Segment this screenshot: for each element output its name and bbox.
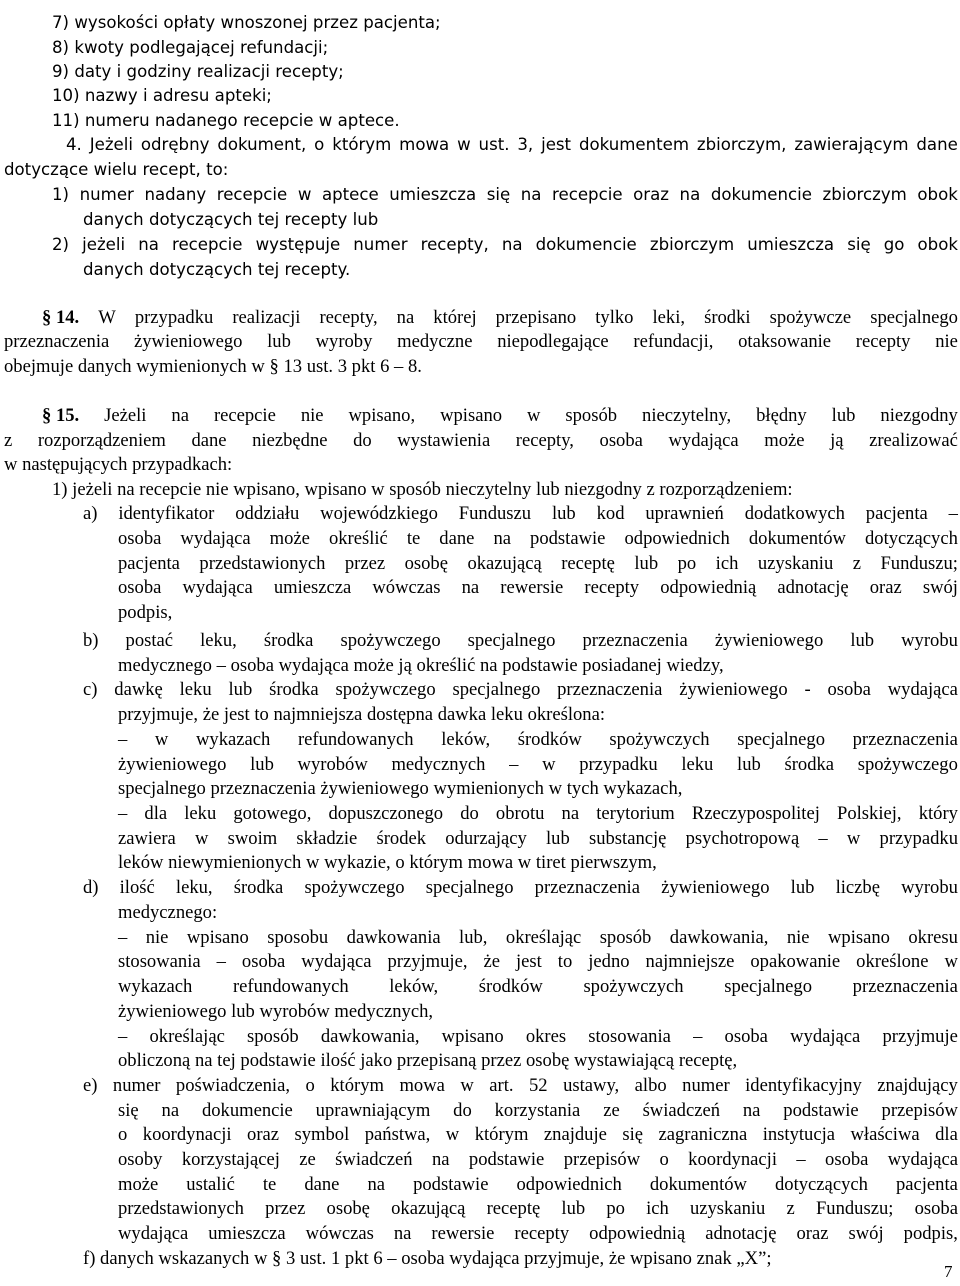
- text-line: z rozporządzeniem dane niezbędne do wystawienia recepty, osoba wydająca może ją zrealizować: [4, 430, 958, 451]
- text-line: e) numer poświadczenia, o którym mowa w art. 52 ustawy, albo numer identyfikacyjny znajdujący: [83, 1075, 958, 1096]
- text-line: f) danych wskazanych w § 3 ust. 1 pkt 6 – osoba wydająca przyjmuje, że wpisano znak „X”;: [83, 1248, 772, 1269]
- text-line: leków niewymienionych w wykazie, o którym mowa w tiret pierwszym,: [118, 852, 657, 873]
- text-line: podpis,: [118, 602, 173, 623]
- text-line: osoby korzystającej ze świadczeń na podstawie przepisów o koordynacji – osoba wydająca: [118, 1149, 958, 1170]
- text-line: przeznaczenia żywieniowego lub wyroby medyczne niepodlegające refundacji, otaksowanie recepty nie: [4, 331, 958, 352]
- text-line: obliczoną na tej podstawie ilość jako przepisaną przez osobę wystawiającą receptę,: [118, 1050, 738, 1071]
- text-line: danych dotyczących tej recepty.: [83, 260, 351, 279]
- text-line: 10) nazwy i adresu apteki;: [52, 86, 272, 105]
- text-line: § 15. Jeżeli na recepcie nie wpisano, wpisano w sposób nieczytelny, błędny lub niezgodny: [42, 405, 958, 426]
- text-line: może ustalić te dane na podstawie odpowiednich dokumentów dotyczących pacjenta: [118, 1174, 958, 1195]
- text-line: danych dotyczących tej recepty lub: [83, 210, 379, 229]
- text-line: d) ilość leku, środka spożywczego specjalnego przeznaczenia żywieniowego lub liczbę wyrobu: [83, 877, 958, 898]
- text-line: w następujących przypadkach:: [4, 454, 233, 475]
- text-line: c) dawkę leku lub środka spożywczego specjalnego przeznaczenia żywieniowego - osoba wydająca: [83, 679, 958, 700]
- text-line: – dla leku gotowego, dopuszczonego do obrotu na terytorium Rzeczypospolitej Polskiej, który: [118, 803, 958, 824]
- text-line: medycznego – osoba wydająca może ją określić na podstawie posiadanej wiedzy,: [118, 655, 724, 676]
- text-line: 1) numer nadany recepcie w aptece umieszcza się na recepcie oraz na dokumencie zbiorczym obok: [52, 185, 958, 204]
- text-line: przedstawionych przez osobę okazującą receptę lub po ich uzyskaniu z Funduszu; osoba: [118, 1198, 958, 1219]
- text-line: 2) jeżeli na recepcie występuje numer recepty, na dokumencie zbiorczym umieszcza się go obok: [52, 235, 958, 254]
- text-line: wykazach refundowanych leków, środków spożywczych specjalnego przeznaczenia: [118, 976, 958, 997]
- text-line: obejmuje danych wymienionych w § 13 ust. 3 pkt 6 – 8.: [4, 356, 422, 377]
- text-line: osoba wydająca umieszcza wówczas na rewersie recepty odpowiednią adnotację oraz swój: [118, 577, 958, 598]
- text-line: 8) kwoty podlegającej refundacji;: [52, 38, 329, 57]
- page-number: 7: [944, 1262, 953, 1281]
- text-line: 9) daty i godziny realizacji recepty;: [52, 62, 344, 81]
- text-line: stosowania – osoba wydająca przyjmuje, że jest to jedno najmniejsze opakowanie określone w: [118, 951, 958, 972]
- text-line: dotyczące wielu recept, to:: [4, 160, 229, 179]
- text-line: wydająca umieszcza wówczas na rewersie recepty odpowiednią adnotację oraz swój podpis,: [118, 1223, 958, 1244]
- text-line: się na dokumencie uprawniającym do korzystania ze świadczeń na podstawie przepisów: [118, 1100, 958, 1121]
- text-line: medycznego:: [118, 902, 218, 923]
- text-line: przyjmuje, że jest to najmniejsza dostępna dawka leku określona:: [118, 704, 606, 725]
- text-line: 4. Jeżeli odrębny dokument, o którym mowa w ust. 3, jest dokumentem zbiorczym, zawierającym dane: [66, 135, 958, 154]
- text-line: specjalnego przeznaczenia żywieniowego wymienionych w tych wykazach,: [118, 778, 683, 799]
- text-line: żywieniowego lub wyrobów medycznych – w przypadku leku lub środka spożywczego: [118, 754, 958, 775]
- text-line: b) postać leku, środka spożywczego specjalnego przeznaczenia żywieniowego lub wyrobu: [83, 630, 958, 651]
- text-line: 11) numeru nadanego recepcie w aptece.: [52, 111, 400, 130]
- text-line: pacjenta przedstawionych przez osobę okazującą receptę lub po ich uzyskaniu z Funduszu;: [118, 553, 958, 574]
- text-line: – w wykazach refundowanych leków, środków spożywczych specjalnego przeznaczenia: [118, 729, 958, 750]
- text-line: osoba wydająca może określić te dane na podstawie odpowiednich dokumentów dotyczących: [118, 528, 958, 549]
- text-line: – określając sposób dawkowania, wpisano okres stosowania – osoba wydająca przyjmuje: [118, 1026, 958, 1047]
- text-line: żywieniowego lub wyrobów medycznych,: [118, 1001, 434, 1022]
- text-line: 1) jeżeli na recepcie nie wpisano, wpisano w sposób nieczytelny lub niezgodny z rozporządzeniem:: [52, 479, 793, 500]
- text-line: § 14. W przypadku realizacji recepty, na której przepisano tylko leki, środki spożywcze specjalnego: [42, 307, 958, 328]
- text-line: – nie wpisano sposobu dawkowania lub, określając sposób dawkowania, nie wpisano okresu: [118, 927, 958, 948]
- text-line: zawiera w swoim składzie środek odurzający lub substancję psychotropową – w przypadku: [118, 828, 958, 849]
- text-line: a) identyfikator oddziału wojewódzkiego Funduszu lub kod uprawnień dodatkowych pacjenta –: [83, 503, 958, 524]
- text-line: o koordynacji oraz symbol państwa, w którym znajduje się zagraniczna instytucja właściwa dla: [118, 1124, 958, 1145]
- text-line: 7) wysokości opłaty wnoszonej przez pacjenta;: [52, 13, 441, 32]
